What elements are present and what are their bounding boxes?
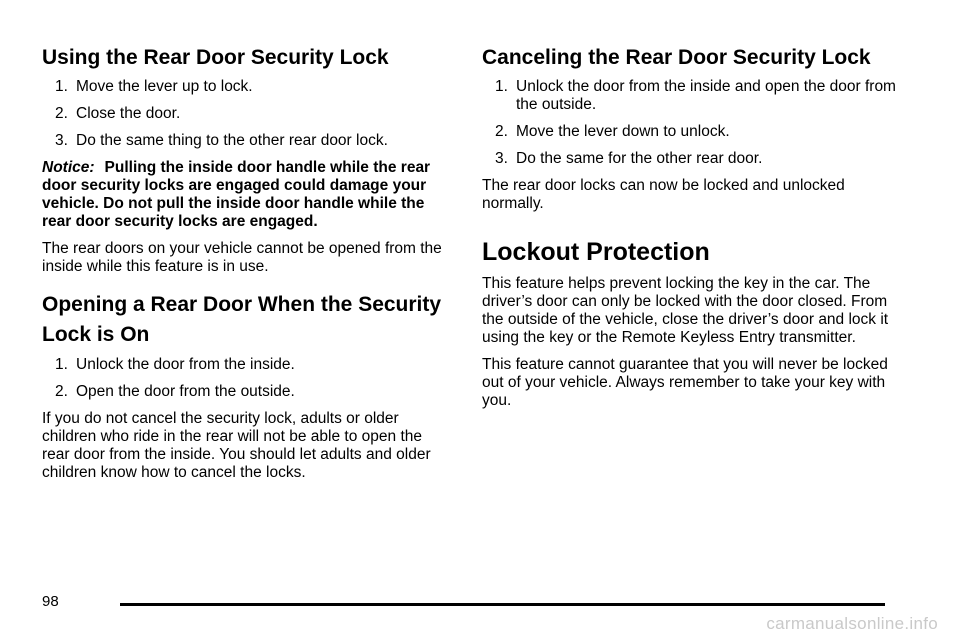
- step-text: Unlock the door from the inside.: [76, 356, 295, 373]
- body-paragraph: This feature cannot guarantee that you will never be locked out of your vehicle. Always remember to take your key with you.: [482, 356, 888, 409]
- step-text: Close the door.: [76, 105, 181, 122]
- step-text: Do the same thing to the other rear door lock.: [76, 132, 388, 149]
- step-text: Move the lever up to lock.: [76, 78, 253, 95]
- steps-canceling-security-lock: [482, 78, 902, 168]
- watermark: carmanualsonline.info: [766, 614, 938, 633]
- body-paragraph: This feature helps prevent locking the key in the car. The driver’s door can only be locked with the door closed. From the outside of the vehicle, close the driver’s door and lock it using the key or the Remote Keyless Entry transmitter.: [482, 275, 889, 346]
- steps-using-security-lock: [42, 78, 450, 150]
- step-number: 3.: [495, 150, 508, 167]
- section-lockout-protection: [482, 237, 902, 410]
- left-column: [42, 44, 450, 491]
- page-number: 98: [42, 593, 59, 610]
- notice-paragraph: [42, 159, 450, 231]
- section-canceling-security-lock: [482, 44, 902, 213]
- step-number: 2.: [495, 123, 508, 140]
- list-item: [55, 78, 450, 96]
- body-paragraph: The rear door locks can now be locked and unlocked normally.: [482, 177, 845, 212]
- list-item: [55, 132, 450, 150]
- heading-using-security-lock: Using the Rear Door Security Lock: [42, 46, 389, 69]
- list-item: [55, 105, 450, 123]
- right-column: [482, 44, 902, 419]
- body-paragraph: The rear doors on your vehicle cannot be opened from the inside while this feature is in use.: [42, 240, 442, 275]
- list-item: [495, 123, 902, 141]
- list-item: [55, 383, 450, 401]
- list-item: [55, 356, 450, 374]
- footer-divider: [120, 603, 885, 606]
- step-text: Move the lever down to unlock.: [516, 123, 730, 140]
- step-number: 1.: [495, 78, 508, 95]
- step-text: Unlock the door from the inside and open the door from the outside.: [516, 78, 896, 113]
- step-text: Open the door from the outside.: [76, 383, 295, 400]
- list-item: [495, 78, 902, 114]
- step-number: 1.: [55, 356, 68, 373]
- step-number: 3.: [55, 132, 68, 149]
- step-number: 2.: [55, 383, 68, 400]
- section-opening-rear-door: [42, 290, 450, 482]
- body-paragraph: If you do not cancel the security lock, adults or older children who ride in the rear will not be able to open the rear door from the inside. You should let adults and older children know how to cancel the locks.: [42, 410, 431, 481]
- steps-opening-rear-door: [42, 356, 450, 401]
- step-number: 2.: [55, 105, 68, 122]
- step-text: Do the same for the other rear door.: [516, 150, 763, 167]
- heading-opening-rear-door: Opening a Rear Door When the Security Lock is On: [42, 293, 442, 346]
- step-number: 1.: [55, 78, 68, 95]
- heading-lockout-protection: Lockout Protection: [482, 238, 710, 266]
- section-using-security-lock: [42, 44, 450, 276]
- notice-label: Notice:: [42, 159, 95, 176]
- list-item: [495, 150, 902, 168]
- heading-canceling-security-lock: Canceling the Rear Door Security Lock: [482, 46, 871, 69]
- notice-text: Pulling the inside door handle while the rear door security locks are engaged could damage your vehicle. Do not pull the inside door handle while the rear door security locks are engaged.: [42, 159, 431, 230]
